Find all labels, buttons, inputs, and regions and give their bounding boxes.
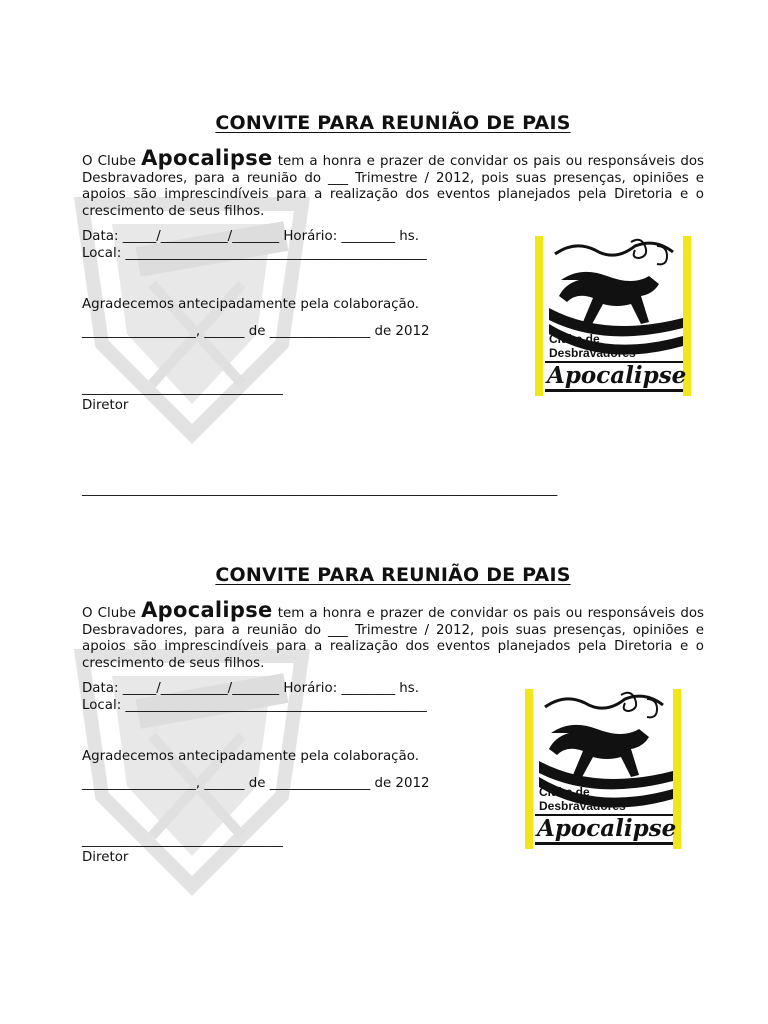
invitation-paragraph — [82, 146, 704, 220]
club-logo — [535, 236, 691, 396]
logo-text-desbravadores: Desbravadores — [549, 346, 636, 360]
intro-rest: tem a honra e prazer de convidar os pais ou responsáveis dos Desbravadores, para a reunião do ___ Trimestre / 2012, pois suas presenças, opiniões e apoios são imprescindíveis para a realização dos eventos planejados pela Diretoria e o crescimento de seus filhos. — [82, 606, 704, 671]
place-date-line: _________________, ______ de _______________ de 2012 — [82, 776, 430, 791]
logo-text-apocalipse: Apocalipse — [537, 815, 677, 842]
club-name: Apocalipse — [141, 598, 273, 622]
intro-rest: tem a honra e prazer de convidar os pais ou responsáveis dos Desbravadores, para a reunião do ___ Trimestre / 2012, pois suas presenças, opiniões e apoios são imprescindíveis para a realização dos eventos planejados pela Diretoria e o crescimento de seus filhos. — [82, 154, 704, 219]
date-time-line: Data: _____/__________/_______ Horário: ________ hs. — [82, 229, 420, 244]
logo-text-clube: Clube de — [549, 332, 600, 346]
logo-text-apocalipse: Apocalipse — [547, 362, 687, 389]
place-date-line: _________________, ______ de _______________ de 2012 — [82, 324, 430, 339]
thanks-text: Agradecemos antecipadamente pela colaboração. — [82, 749, 419, 764]
invitation-1 — [82, 112, 704, 414]
thanks-text: Agradecemos antecipadamente pela colaboração. — [82, 297, 419, 312]
intro-prefix: O Clube — [82, 154, 142, 169]
location-line: Local: _____________________________________________ — [82, 246, 427, 261]
date-time-line: Data: _____/__________/_______ Horário: ________ hs. — [82, 681, 420, 696]
invitation-title: CONVITE PARA REUNIÃO DE PAIS — [215, 564, 571, 586]
location-line: Local: _____________________________________________ — [82, 698, 427, 713]
club-logo — [520, 689, 686, 849]
logo-text-desbravadores: Desbravadores — [539, 799, 626, 813]
club-name: Apocalipse — [141, 146, 273, 170]
intro-prefix: O Clube — [82, 606, 142, 621]
cut-separator-line: _______________________________________________________________________ — [82, 482, 558, 497]
logo-text-clube: Clube de — [539, 785, 590, 799]
invitation-2 — [82, 564, 704, 866]
signature-line: ______________________________ — [82, 381, 283, 396]
invitation-title: CONVITE PARA REUNIÃO DE PAIS — [215, 112, 571, 134]
signature-line: ______________________________ — [82, 833, 283, 848]
signature-label: Diretor — [82, 850, 129, 865]
invitation-paragraph — [82, 598, 704, 672]
signature-label: Diretor — [82, 398, 129, 413]
